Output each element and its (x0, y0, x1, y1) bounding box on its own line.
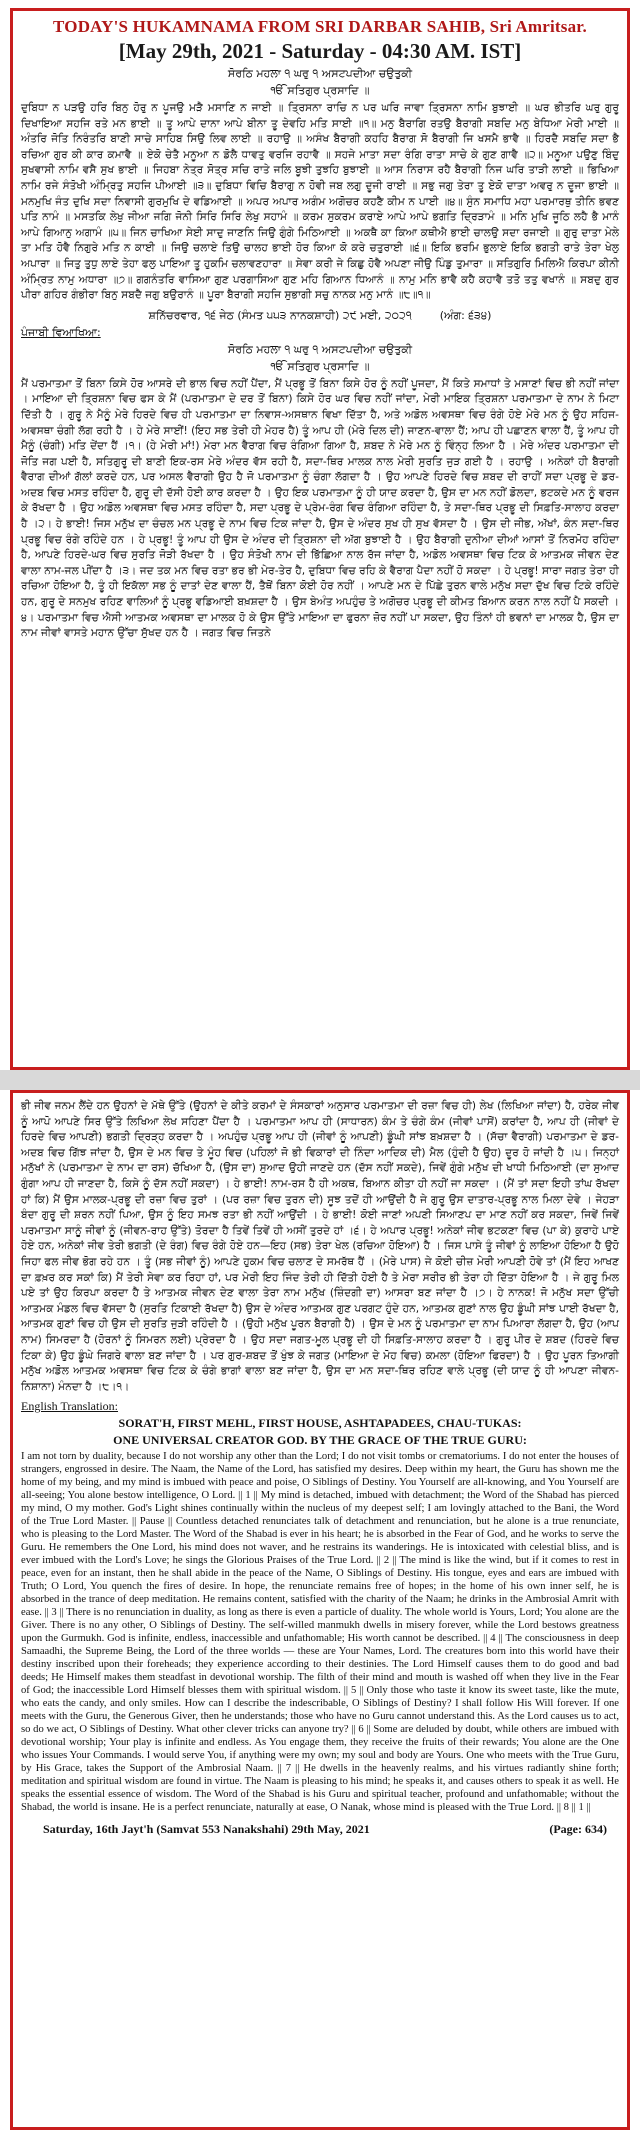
punjabi-vyakhya-label: ਪੰਜਾਬੀ ਵਿਆਖਿਆ: (21, 325, 101, 339)
english-translation-label: English Translation: (21, 1399, 119, 1414)
dateline-date: ਸ਼ਨਿੱਚਰਵਾਰ, ੧੬ ਜੇਠ (ਸੰਮਤ ੫੫੩ ਨਾਨਕਸ਼ਾਹੀ) ੨੯ ਮਈ, ੨੦੨੧ (148, 308, 412, 322)
footer-date: Saturday, 16th Jayt'h (Samvat 553 Nanakshahi) 29th May, 2021 (43, 1822, 370, 1837)
vyakhya-mool-mantar: ੴ ਸਤਿਗੁਰ ਪ੍ਰਸਾਦਿ ॥ (270, 359, 370, 373)
title-line-1: TODAY'S HUKAMNAMA FROM SRI DARBAR SAHIB, Sri Amritsar. (53, 17, 587, 36)
hukamnama-page-1 (10, 8, 630, 1070)
shabad-heading: ਸੋਰਠਿ ਮਹਲਾ ੧ ਘਰੁ ੧ ਅਸਟਪਦੀਆ ਚਉਤੁਕੀ (227, 67, 413, 80)
dateline-ang: (ਅੰਗ: ੬੩੪) (439, 308, 492, 322)
mool-mantar: ੴ ਸਤਿਗੁਰ ਪ੍ਰਸਾਦਿ ॥ (270, 84, 370, 97)
footer-page: (Page: 634) (549, 1822, 607, 1837)
english-dateline (13, 1822, 627, 1837)
punjabi-vyakhya-text-2: ਭੀ ਜੀਵ ਜਨਮ ਲੈਂਦੇ ਹਨ ਉਹਨਾਂ ਦੇ ਮੱਥੇ ਉੱਤੇ (ਉਹਨਾਂ ਦੇ ਕੀਤੇ ਕਰਮਾਂ ਦੇ ਸੰਸਕਾਰਾਂ ਅਨੁਸਾਰ ਪਰਮਾਤਮਾ ਦੀ ਰਜ਼ਾ ਵਿਚ ਹੀ) ਲੇਖ (ਲਿਖਿਆ ਜਾਂਦਾ) ਹੈ, ਹਰੇਕ ਜੀਵ ਨੂੰ ਆਪੋ ਆਪਣੇ ਸਿਰ ਉੱਤੇ ਲਿਖਿਆ ਲੇਖ ਸਹਿਣਾ ਪੈਂਦਾ ਹੈ । ਪਰਮਾਤਮਾ ਆਪ ਹੀ (ਸਾਧਾਰਨ) ਕੰਮ ਤੇ ਚੰਗੇ ਕੰਮ (ਜੀਵਾਂ ਪਾਸੋਂ) ਕਰਾਂਦਾ ਹੈ, ਆਪ ਹੀ (ਜੀਵਾਂ ਦੇ ਹਿਰਦੇ ਵਿਚ ਆਪਣੀ) ਭਗਤੀ ਦ੍ਰਿੜ੍ਹ ਕਰਦਾ ਹੈ । ਅਪਹੁੰਚ ਪ੍ਰਭੂ ਆਪ ਹੀ (ਜੀਵਾਂ ਨੂੰ ਆਪਣੀ) ਡੂੰਘੀ ਸਾਂਝ ਬਖ਼ਸ਼ਦਾ ਹੈ । (ਸੱਚਾ ਵੈਰਾਗੀ) ਪਰਮਾਤਮਾ ਦੇ ਡਰ-ਅਦਬ ਵਿਚ ਗਿੱਝ ਜਾਂਦਾ ਹੈ, ਉਸ ਦੇ ਮਨ ਵਿਚ ਤੇ ਮੂੰਹ ਵਿਚ (ਪਹਿਲਾਂ ਜੋ ਭੀ ਵਿਕਾਰਾਂ ਦੀ ਨਿੰਦਾ ਆਦਿਕ ਦੀ) ਮੈਲ (ਹੁੰਦੀ ਹੈ ਉਹ) ਦੂਰ ਹੋ ਜਾਂਦੀ ਹੈ ।੫। ਜਿਨ੍ਹਾਂ ਮਨੁੱਖਾਂ ਨੇ (ਪਰਮਾਤਮਾ ਦੇ ਨਾਮ ਦਾ ਰਸ) ਚੱਖਿਆ ਹੈ, (ਉਸ ਦਾ) ਸੁਆਦ ਉਹੀ ਜਾਣਦੇ ਹਨ (ਦੱਸ ਨਹੀਂ ਸਕਦੇ), ਜਿਵੇਂ ਗੁੰਗੇ ਮਨੁੱਖ ਦੀ ਖਾਧੀ ਮਿਠਿਆਈ (ਦਾ ਸੁਆਦ ਗੁੰਗਾ ਆਪ ਹੀ ਜਾਣਦਾ ਹੈ, ਕਿਸੇ ਨੂੰ ਦੱਸ ਨਹੀਂ ਸਕਦਾ) । ਹੇ ਭਾਈ! ਨਾਮ-ਰਸ ਹੈ ਹੀ ਅਕਥ, ਬਿਆਨ ਕੀਤਾ ਹੀ ਨਹੀਂ ਜਾ ਸਕਦਾ । (ਮੈਂ ਤਾਂ ਸਦਾ ਇਹੀ ਤਾਂਘ ਰੱਖਦਾ ਹਾਂ ਕਿ) ਮੈਂ ਉਸ ਮਾਲਕ-ਪ੍ਰਭੂ ਦੀ ਰਜ਼ਾ ਵਿਚ ਤੁਰਾਂ । (ਪਰ ਰਜ਼ਾ ਵਿਚ ਤੁਰਨ ਦੀ) ਸੂਝ ਤਦੋਂ ਹੀ ਆਉਂਦੀ ਹੈ ਜੇ ਗੁਰੂ ਉਸ ਦਾਤਾਰ-ਪ੍ਰਭੂ ਨਾਲ ਮਿਲਾ ਦੇਵੇ । ਜੇਹੜਾ ਬੰਦਾ ਗੁਰੂ ਦੀ ਸ਼ਰਨ ਨਹੀਂ ਪਿਆ, ਉਸ ਨੂੰ ਇਹ ਸਮਝ ਰਤਾ ਭੀ ਨਹੀਂ ਆਉਂਦੀ । ਹੇ ਭਾਈ! ਕੋਈ ਜਾਣਾਂ ਅਪਣੀ ਸਿਆਣਪ ਦਾ ਮਾਣ ਨਹੀਂ ਕਰ ਸਕਦਾ, ਜਿਵੇਂ ਜਿਵੇਂ ਪਰਮਾਤਮਾ ਸਾਨੂੰ ਜੀਵਾਂ ਨੂੰ (ਜੀਵਨ-ਰਾਹ ਉੱਤੇ) ਤੋਰਦਾ ਹੈ ਤਿਵੇਂ ਤਿਵੇਂ ਹੀ ਅਸੀਂ ਤੁਰਦੇ ਹਾਂ ।੬। ਹੇ ਅਪਾਰ ਪ੍ਰਭੂ! ਅਨੇਕਾਂ ਜੀਵ ਭਟਕਣਾ ਵਿਚ (ਪਾ ਕੇ) ਕੁਰਾਹੇ ਪਾਏ ਹੋਏ ਹਨ, ਅਨੇਕਾਂ ਜੀਵ ਤੇਰੀ ਭਗਤੀ (ਦੇ ਰੰਗ) ਵਿਚ ਰੰਗੇ ਹੋਏ ਹਨ—ਇਹ (ਸਭ) ਤੇਰਾ ਖੇਲ (ਰਚਿਆ ਹੋਇਆ) ਹੈ । ਜਿਸ ਪਾਸੇ ਤੂੰ ਜੀਵਾਂ ਨੂੰ ਲਾਇਆ ਹੋਇਆ ਹੈ ਉਹੋ ਜਿਹਾ ਫਲ ਜੀਵ ਭੋਗ ਰਹੇ ਹਨ । ਤੂੰ (ਸਭ ਜੀਵਾਂ ਨੂੰ) ਆਪਣੇ ਹੁਕਮ ਵਿਚ ਚਲਾਣ ਦੇ ਸਮਰੱਥ ਹੈਂ । (ਮੇਰੇ ਪਾਸ) ਜੇ ਕੋਈ ਚੀਜ਼ ਮੇਰੀ ਆਪਣੀ ਹੋਵੇ ਤਾਂ (ਮੈਂ ਇਹ ਆਖਣ ਦਾ ਫ਼ਖ਼ਰ ਕਰ ਸਕਾਂ ਕਿ) ਮੈਂ ਤੇਰੀ ਸੇਵਾ ਕਰ ਰਿਹਾ ਹਾਂ, ਪਰ ਮੇਰੀ ਇਹ ਜਿੰਦ ਤੇਰੀ ਹੀ ਦਿੱਤੀ ਹੋਈ ਹੈ ਤੇ ਮੇਰਾ ਸਰੀਰ ਭੀ ਤੇਰਾ ਹੀ ਦਿੱਤਾ ਹੋਇਆ ਹੈ । ਜੇ ਗੁਰੂ ਮਿਲ ਪਏ ਤਾਂ ਉਹ ਕਿਰਪਾ ਕਰਦਾ ਹੈ ਤੇ ਆਤਮਕ ਜੀਵਨ ਦੇਣ ਵਾਲਾ ਤੇਰਾ ਨਾਮ ਮਨੁੱਖ (ਜ਼ਿੰਦਗੀ ਦਾ) ਆਸਰਾ ਬਣ ਜਾਂਦਾ ਹੈ ।੭। ਹੇ ਨਾਨਕ! ਜੋ ਮਨੁੱਖ ਸਦਾ ਉੱਚੀ ਆਤਮਕ ਮੰਡਲ ਵਿਚ ਵੱਸਦਾ ਹੈ (ਸੁਰਤਿ ਟਿਕਾਈ ਰੱਖਦਾ ਹੈ) ਉਸ ਦੇ ਅੰਦਰ ਆਤਮਕ ਗੁਣ ਪਰਗਟ ਹੁੰਦੇ ਹਨ, ਆਤਮਕ ਗੁਣਾਂ ਨਾਲ ਉਹ ਡੂੰਘੀ ਸਾਂਝ ਪਾਈ ਰੱਖਦਾ ਹੈ, ਆਤਮਕ ਗੁਣਾਂ ਵਿਚ ਹੀ ਉਸ ਦੀ ਸੁਰਤਿ ਜੁੜੀ ਰਹਿੰਦੀ ਹੈ । (ਉਹੀ ਮਨੁੱਖ ਪੂਰਨ ਬੈਰਾਗੀ ਹੈ) । ਉਸ ਦੇ ਮਨ ਨੂੰ ਪਰਮਾਤਮਾ ਦਾ ਨਾਮ ਪਿਆਰਾ ਲੱਗਦਾ ਹੈ, ਉਹ (ਆਪ ਨਾਮ) ਸਿਮਰਦਾ ਹੈ (ਹੋਰਨਾਂ ਨੂੰ ਸਿਮਰਨ ਲਈ) ਪ੍ਰੇਰਦਾ ਹੈ । ਉਹ ਸਦਾ ਜਗਤ-ਮੂਲ ਪ੍ਰਭੂ ਦੀ ਹੀ ਸਿਫ਼ਤਿ-ਸਾਲਾਹ ਕਰਦਾ ਹੈ । ਗੁਰੂ ਪੀਰ ਦੇ ਸ਼ਬਦ (ਹਿਰਦੇ ਵਿਚ ਟਿਕਾ ਕੇ) ਉਹ ਡੂੰਘੇ ਜਿਗਰੇ ਵਾਲਾ ਬਣ ਜਾਂਦਾ ਹੈ । ਪਰ ਗੁਰ-ਸ਼ਬਦ ਤੋਂ ਖੁੰਝ ਕੇ ਜਗਤ (ਮਾਇਆ ਦੇ ਮੋਹ ਵਿਚ) ਕਮਲਾ (ਹੋਇਆ ਫਿਰਦਾ) ਹੈ । ਉਹ ਪੂਰਨ ਤਿਆਗੀ ਮਨੁੱਖ ਅਡੋਲ ਆਤਮਕ ਅਵਸਥਾ ਵਿਚ ਟਿਕ ਕੇ ਚੰਗੇ ਭਾਗਾਂ ਵਾਲਾ ਬਣ ਜਾਂਦਾ ਹੈ, ਉਸ ਦਾ ਮਨ ਸਦਾ-ਥਿਰ ਰਹਿਣ ਵਾਲੇ ਪ੍ਰਭੂ (ਦੀ ਯਾਦ ਨੂੰ ਹੀ ਆਪਣਾ ਜੀਵਨ-ਨਿਸ਼ਾਨਾ) ਮੰਨਦਾ ਹੈ ।੮।੧। (21, 1100, 619, 1393)
vyakhya-heading: ਸੋਰਠਿ ਮਹਲਾ ੧ ਘਰੁ ੧ ਅਸਟਪਦੀਆ ਚਉਤੁਕੀ (227, 342, 413, 356)
title-line-2: [May 29th, 2021 - Saturday - 04:30 AM. IST] (118, 39, 522, 63)
english-heading-1: SORAT'H, FIRST MEHL, FIRST HOUSE, ASHTAPADEES, CHAU-TUKAS: (118, 1416, 522, 1431)
english-heading-2: ONE UNIVERSAL CREATOR GOD. BY THE GRACE OF THE TRUE GURU: (113, 1433, 527, 1448)
punjabi-vyakhya-text-1: ਮੈਂ ਪਰਮਾਤਮਾ ਤੋਂ ਬਿਨਾ ਕਿਸੇ ਹੋਰ ਆਸਰੇ ਦੀ ਭਾਲ ਵਿਚ ਨਹੀਂ ਪੈਂਦਾ, ਮੈਂ ਪ੍ਰਭੂ ਤੋਂ ਬਿਨਾ ਕਿਸੇ ਹੋਰ ਨੂੰ ਨਹੀਂ ਪੂਜਦਾ, ਮੈਂ ਕਿਤੇ ਸਮਾਧਾਂ ਤੇ ਮਸਾਣਾਂ ਵਿਚ ਭੀ ਨਹੀਂ ਜਾਂਦਾ । ਮਾਇਆ ਦੀ ਤ੍ਰਿਸ਼ਨਾ ਵਿਚ ਫਸ ਕੇ ਮੈਂ (ਪਰਮਾਤਮਾ ਦੇ ਦਰ ਤੋਂ ਬਿਨਾ) ਕਿਸੇ ਹੋਰ ਘਰ ਵਿਚ ਨਹੀਂ ਜਾਂਦਾ, ਮੇਰੀ ਮਾਇਕ ਤ੍ਰਿਸ਼ਨਾ ਪਰਮਾਤਮਾ ਦੇ ਨਾਮ ਨੇ ਮਿਟਾ ਦਿੱਤੀ ਹੈ । ਗੁਰੂ ਨੇ ਮੈਨੂੰ ਮੇਰੇ ਹਿਰਦੇ ਵਿਚ ਹੀ ਪਰਮਾਤਮਾ ਦਾ ਨਿਵਾਸ-ਅਸਥਾਨ ਵਿਖਾ ਦਿੱਤਾ ਹੈ, ਅਤੇ ਅਡੋਲ ਅਵਸਥਾ ਵਿਚ ਰੰਗੇ ਹੋਏ ਮੇਰੇ ਮਨ ਨੂੰ ਉਹ ਸਹਿਜ-ਅਵਸਥਾ ਚੰਗੀ ਲੱਗ ਰਹੀ ਹੈ । ਹੇ ਮੇਰੇ ਸਾਈਂ! (ਇਹ ਸਭ ਤੇਰੀ ਹੀ ਮੇਹਰ ਹੈ) ਤੂੰ ਆਪ ਹੀ (ਮੇਰੇ ਦਿਲ ਦੀ) ਜਾਣਨ-ਵਾਲਾ ਹੈਂ; ਆਪ ਹੀ ਪਛਾਣਨ ਵਾਲਾ ਹੈਂ, ਤੂੰ ਆਪ ਹੀ ਮੈਨੂੰ (ਚੰਗੀ) ਮਤਿ ਦੇਂਦਾ ਹੈਂ ।੧। (ਹੇ ਮੇਰੀ ਮਾਂ!) ਮੇਰਾ ਮਨ ਵੈਰਾਗ ਵਿਚ ਰੰਗਿਆ ਗਿਆ ਹੈ, ਸ਼ਬਦ ਨੇ ਮੇਰੇ ਮਨ ਨੂੰ ਵਿੰਨ੍ਹ ਲਿਆ ਹੈ । ਮੇਰੇ ਅੰਦਰ ਪਰਮਾਤਮਾ ਦੀ ਜੋਤਿ ਜਗ ਪਈ ਹੈ, ਸਤਿਗੁਰੂ ਦੀ ਬਾਣੀ ਇਕ-ਰਸ ਮੇਰੇ ਅੰਦਰ ਵੱਸ ਰਹੀ ਹੈ, ਸਦਾ-ਥਿਰ ਮਾਲਕ ਨਾਲ ਮੇਰੀ ਸੁਰਤਿ ਜੁੜ ਗਈ ਹੈ । ਰਹਾਉ । ਅਨੇਕਾਂ ਹੀ ਬੈਰਾਗੀ ਵੈਰਾਗ ਦੀਆਂ ਗੱਲਾਂ ਕਰਦੇ ਹਨ, ਪਰ ਅਸਲ ਵੈਰਾਗੀ ਉਹ ਹੈ ਜੋ ਪਰਮਾਤਮਾ ਨੂੰ ਚੰਗਾ ਲੱਗਦਾ ਹੈ । ਉਹ ਆਪਣੇ ਹਿਰਦੇ ਵਿਚ ਸ਼ਬਦ ਦੀ ਰਾਹੀਂ ਸਦਾ ਪ੍ਰਭੂ ਦੇ ਡਰ-ਅਦਬ ਵਿਚ ਮਸਤ ਰਹਿੰਦਾ ਹੈ, ਗੁਰੂ ਦੀ ਦੱਸੀ ਹੋਈ ਕਾਰ ਕਰਦਾ ਹੈ । ਉਹ ਇਕ ਪਰਮਾਤਮਾ ਨੂੰ ਹੀ ਯਾਦ ਕਰਦਾ ਹੈ, ਉਸ ਦਾ ਮਨ ਨਹੀਂ ਡੋਲਦਾ, ਭਟਕਦੇ ਮਨ ਨੂੰ ਵਰਜ ਕੇ ਰੱਖਦਾ ਹੈ । ਉਹ ਅਡੋਲ ਅਵਸਥਾ ਵਿਚ ਮਸਤ ਰਹਿੰਦਾ ਹੈ, ਸਦਾ ਪ੍ਰਭੂ ਦੇ ਪ੍ਰੇਮ-ਰੰਗ ਵਿਚ ਰੰਗਿਆ ਰਹਿੰਦਾ ਹੈ, ਤੇ ਸਦਾ-ਥਿਰ ਪ੍ਰਭੂ ਦੀ ਸਿਫ਼ਤਿ-ਸਾਲਾਹ ਕਰਦਾ ਹੈ ।੨। ਹੇ ਭਾਈ! ਜਿਸ ਮਨੁੱਖ ਦਾ ਚੰਚਲ ਮਨ ਪ੍ਰਭੂ ਦੇ ਨਾਮ ਵਿਚ ਟਿਕ ਜਾਂਦਾ ਹੈ, ਉਸ ਦੇ ਅੰਦਰ ਸੁਖ ਹੀ ਸੁਖ ਵੱਸਦਾ ਹੈ । ਉਸ ਦੀ ਜੀਭ, ਅੱਖਾਂ, ਕੰਨ ਸਦਾ-ਥਿਰ ਪ੍ਰਭੂ ਵਿਚ ਰੰਗੇ ਰਹਿੰਦੇ ਹਨ । ਹੇ ਪ੍ਰਭੂ! ਤੂੰ ਆਪ ਹੀ ਉਸ ਦੇ ਅੰਦਰ ਦੀ ਤ੍ਰਿਸ਼ਨਾ ਦੀ ਅੱਗ ਬੁਝਾਈ ਹੈ । ਉਹ ਬੈਰਾਗੀ ਦੁਨੀਆ ਦੀਆਂ ਆਸਾਂ ਤੋਂ ਨਿਰਮੋਹ ਰਹਿੰਦਾ ਹੈ, ਆਪਣੇ ਹਿਰਦੇ-ਘਰ ਵਿਚ ਸੁਰਤਿ ਜੋੜੀ ਰੱਖਦਾ ਹੈ । ਉਹ ਸੰਤੋਖੀ ਨਾਮ ਦੀ ਭਿੱਛਿਆ ਨਾਲ ਰੱਜ ਜਾਂਦਾ ਹੈ, ਅਡੋਲ ਅਵਸਥਾ ਵਿਚ ਟਿਕ ਕੇ ਆਤਮਕ ਜੀਵਨ ਦੇਣ ਵਾਲਾ ਨਾਮ-ਜਲ ਪੀਂਦਾ ਹੈ ।੩। ਜਦ ਤਕ ਮਨ ਵਿਚ ਰਤਾ ਭਰ ਭੀ ਮੇਰ-ਤੇਰ ਹੈ, ਦੁਬਿਧਾ ਵਿਚ ਰਹਿ ਕੇ ਵੈਰਾਗ ਪੈਦਾ ਨਹੀਂ ਹੋ ਸਕਦਾ । ਹੇ ਪ੍ਰਭੂ! ਸਾਰਾ ਜਗਤ ਤੇਰਾ ਹੀ ਰਚਿਆ ਹੋਇਆ ਹੈ, ਤੂੰ ਹੀ ਇਕੱਲਾ ਸਭ ਨੂੰ ਦਾਤਾਂ ਦੇਣ ਵਾਲਾ ਹੈਂ, ਤੈਥੋਂ ਬਿਨਾ ਕੋਈ ਹੋਰ ਨਹੀਂ । ਆਪਣੇ ਮਨ ਦੇ ਪਿੱਛੇ ਤੁਰਨ ਵਾਲੇ ਮਨੁੱਖ ਸਦਾ ਦੁੱਖ ਵਿਚ ਟਿਕੇ ਰਹਿੰਦੇ ਹਨ, ਗੁਰੂ ਦੇ ਸਨਮੁਖ ਰਹਿਣ ਵਾਲਿਆਂ ਨੂੰ ਪ੍ਰਭੂ ਵਡਿਆਈ ਬਖ਼ਸ਼ਦਾ ਹੈ । ਉਸ ਬੇਅੰਤ ਅਪਹੁੰਚ ਤੇ ਅਗੋਚਰ ਪ੍ਰਭੂ ਦੀ ਕੀਮਤ ਬਿਆਨ ਕਰਨ ਨਾਲ ਨਹੀਂ ਪੈ ਸਕਦੀ ।੪। ਪਰਮਾਤਮਾ ਵਿਚ ਐਸੀ ਆਤਮਕ ਅਵਸਥਾ ਦਾ ਮਾਲਕ ਹੋ ਕੇ ਉਸ ਉੱਤੇ ਮਾਇਆ ਦਾ ਫੁਰਨਾ ਜ਼ੋਰ ਨਹੀਂ ਪਾ ਸਕਦਾ, ਉਹ ਤਿੰਨਾਂ ਹੀ ਭਵਨਾਂ ਦਾ ਮਾਲਕ ਹੈ, ਉਸ ਦਾ ਨਾਮ ਜੀਵਾਂ ਵਾਸਤੇ ਮਹਾਨ ਉੱਚਾ ਸੁੱਖਦ ਹਨ ਹੈ । ਜਗਤ ਵਿਚ ਜਿਤਨੇ (21, 377, 619, 640)
page-gap (0, 1070, 640, 1090)
english-translation-text: I am not torn by duality, because I do not worship any other than the Lord; I do not visit tombs or crematoriums. I do not enter the houses of strangers, engrossed in desire. The Naam, the Name of the Lord, has satisfied my desires. Deep within my heart, the Guru has shown me the home of my being, and my mind is imbued with peace and poise, O Siblings of Destiny. You Yourself are all-knowing, and You Yourself are all-seeing; You alone bestow intelligence, O Lord. || 1 || My mind is detached, imbued with detachment; the Word of the Shabad has pierced my mind, O my mother. God's Light shines continually within the nucleus of my deepest self; I am lovingly attached to the Bani, the Word of the True Lord Master. || Pause || Countless detached renunciates talk of detachment and renunciation, but he alone is a true renunciate, who is pleasing to the Lord Master. The Word of the Shabad is ever in his heart; he is absorbed in the Fear of God, and he works to serve the Guru. He remembers the One Lord, his mind does not waver, and he restrains its wanderings. He is intoxicated with celestial bliss, and is ever imbued with the Lord's Love; he sings the Glorious Praises of the True Lord. || 2 || The mind is like the wind, but if it comes to rest in peace, even for an instant, then he shall abide in the peace of the Name, O Siblings of Destiny. His tongue, eyes and ears are imbued with Truth; O Lord, You quench the fires of desire. In hope, the renunciate remains free of hopes; in the home of his own inner self, he is absorbed in the trance of deep meditation. He remains content, satisfied with the charity of the Naam; he drinks in the Ambrosial Amrit with ease. || 3 || There is no renunciation in duality, as long as there is even a particle of duality. The whole world is Yours, Lord; You alone are the Giver. There is no any other, O Siblings of Destiny. The self-willed manmukh dwells in misery forever, while the Lord bestows greatness upon the Gurmukh. God is infinite, endless, inaccessible and unfathomable; His worth cannot be described. || 4 || The consciousness in deep Samaadhi, the Supreme Being, the Lord of the three worlds — these are Your Names, Lord. The creatures born into this world have their destiny inscribed upon their foreheads; they experience according to their destinies. The Lord Himself causes them to do good and bad deeds; He Himself makes them steadfast in devotional worship. The filth of their mind and mouth is washed off when they live in the Fear of God; the inaccessible Lord Himself blesses them with spiritual wisdom. || 5 || Only those who taste it know its sweet taste, like the mute, who eats the candy, and only smiles. How can I describe the indescribable, O Siblings of Destiny? I shall follow His Will forever. If one meets with the Guru, the Generous Giver, then he understands; those who have no Guru cannot understand this. As the Lord causes us to act, so do we act, O Siblings of Destiny. What other clever tricks can anyone try? || 6 || Some are deluded by doubt, while others are imbued with devotional worship; Your play is infinite and endless. As You engage them, they receive the fruits of their rewards; You alone are the One who issues Your Commands. I would serve You, if anything were my own; my soul and body are Yours. One who meets with the True Guru, by His Grace, takes the Support of the Ambrosial Naam. || 7 || He dwells in the heavenly realms, and his virtues radiantly shine forth; meditation and spiritual wisdom are found in virtue. The Naam is pleasing to his mind; he speaks it, and causes others to speak it as well. He speaks the essential essence of wisdom. The Word of the Shabad is his Guru and spiritual teacher, profound and unfathomable; without the Shabad, the world is insane. He is a perfect renunciate, naturally at ease, O Nanak, whose mind is pleased with the True Lord. || 8 || 1 || (21, 1451, 619, 1814)
gurbani-text: ਦੁਬਿਧਾ ਨ ਪੜਉ ਹਰਿ ਬਿਨੁ ਹੋਰੁ ਨ ਪੂਜਉ ਮੜੈ ਮਸਾਣਿ ਨ ਜਾਈ ॥ ਤ੍ਰਿਸਨਾ ਰਾਚਿ ਨ ਪਰ ਘਰਿ ਜਾਵਾ ਤ੍ਰਿਸਨਾ ਨਾਮਿ ਬੁਝਾਈ ॥ ਘਰ ਭੀਤਰਿ ਘਰੁ ਗੁਰੂ ਦਿਖਾਇਆ ਸਹਜਿ ਰਤੇ ਮਨ ਭਾਈ ॥ ਤੂ ਆਪੇ ਦਾਨਾ ਆਪੇ ਬੀਨਾ ਤੂ ਦੇਵਹਿ ਮਤਿ ਸਾਈ ॥੧॥ ਮਨੁ ਬੈਰਾਗਿ ਰਤਉ ਬੈਰਾਗੀ ਸਬਦਿ ਮਨੁ ਬੇਧਿਆ ਮੇਰੀ ਮਾਈ ॥ ਅੰਤਰਿ ਜੋਤਿ ਨਿਰੰਤਰਿ ਬਾਣੀ ਸਾਚੇ ਸਾਹਿਬ ਸਿਉ ਲਿਵ ਲਾਈ ॥ ਰਹਾਉ ॥ ਅਸੰਖ ਬੈਰਾਗੀ ਕਹਹਿ ਬੈਰਾਗ ਸੋ ਬੈਰਾਗੀ ਜਿ ਖਸਮੈ ਭਾਵੈ ॥ ਹਿਰਦੈ ਸਬਦਿ ਸਦਾ ਭੈ ਰਚਿਆ ਗੁਰ ਕੀ ਕਾਰ ਕਮਾਵੈ ॥ ਏਕੋ ਚੇਤੈ ਮਨੂਆ ਨ ਡੋਲੈ ਧਾਵਤੁ ਵਰਜਿ ਰਹਾਵੈ ॥ ਸਹਜੇ ਮਾਤਾ ਸਦਾ ਰੰਗਿ ਰਾਤਾ ਸਾਚੇ ਕੇ ਗੁਣ ਗਾਵੈ ॥੨॥ ਮਨੂਆ ਪਉਣੁ ਬਿੰਦੁ ਸੁਖਵਾਸੀ ਨਾਮਿ ਵਸੈ ਸੁਖ ਭਾਈ ॥ ਜਿਹਬਾ ਨੇਤ੍ਰ ਸੋਤ੍ਰ ਸਚਿ ਰਾਤੇ ਜਲਿ ਬੂਝੀ ਤੁਝਹਿ ਬੁਝਾਈ ॥ ਆਸ ਨਿਰਾਸ ਰਹੈ ਬੈਰਾਗੀ ਨਿਜ ਘਰਿ ਤਾੜੀ ਲਾਈ ॥ ਭਿਖਿਆ ਨਾਮਿ ਰਜੇ ਸੰਤੋਖੀ ਅੰਮ੍ਰਿਤੁ ਸਹਜਿ ਪੀਆਈ ॥੩॥ ਦੁਬਿਧਾ ਵਿਚਿ ਬੈਰਾਗੁ ਨ ਹੋਵੀ ਜਬ ਲਗੁ ਦੂਜੀ ਰਾਈ ॥ ਸਭੁ ਜਗੁ ਤੇਰਾ ਤੂ ਏਕੋ ਦਾਤਾ ਅਵਰੁ ਨ ਦੂਜਾ ਭਾਈ ॥ ਮਨਮੁਖਿ ਜੰਤ ਦੁਖਿ ਸਦਾ ਨਿਵਾਸੀ ਗੁਰਮੁਖਿ ਦੇ ਵਡਿਆਈ ॥ ਅਪਰ ਅਪਾਰ ਅਗੰਮ ਅਗੋਚਰ ਕਹਣੈ ਕੀਮ ਨ ਪਾਈ ॥੪॥ ਸੁੰਨ ਸਮਾਧਿ ਮਹਾ ਪਰਮਾਰਥੁ ਤੀਨਿ ਭਵਣ ਪਤਿ ਨਾਮੰ ॥ ਮਸਤਕਿ ਲੇਖੁ ਜੀਆ ਜਗਿ ਜੋਨੀ ਸਿਰਿ ਸਿਰਿ ਲੇਖੁ ਸਹਾਮੰ ॥ ਕਰਮ ਸੁਕਰਮ ਕਰਾਏ ਆਪੇ ਆਪੇ ਭਗਤਿ ਦ੍ਰਿੜਾਮੰ ॥ ਮਨਿ ਮੁਖਿ ਜੂਠਿ ਲਹੈ ਭੈ ਮਾਨੰ ਆਪੇ ਗਿਆਨੁ ਅਗਾਮੰ ॥੫॥ ਜਿਨ ਚਾਖਿਆ ਸੇਈ ਸਾਦੁ ਜਾਣਨਿ ਜਿਉ ਗੁੰਗੇ ਮਿਠਿਆਈ ॥ ਅਕਥੈ ਕਾ ਕਿਆ ਕਥੀਐ ਭਾਈ ਚਾਲਉ ਸਦਾ ਰਜਾਈ ॥ ਗੁਰੁ ਦਾਤਾ ਮੇਲੇ ਤਾ ਮਤਿ ਹੋਵੈ ਨਿਗੁਰੇ ਮਤਿ ਨ ਕਾਈ ॥ ਜਿਉ ਚਲਾਏ ਤਿਉ ਚਾਲਹ ਭਾਈ ਹੋਰ ਕਿਆ ਕੋ ਕਰੇ ਚਤੁਰਾਈ ॥੬॥ ਇਕਿ ਭਰਮਿ ਭੁਲਾਏ ਇਕਿ ਭਗਤੀ ਰਾਤੇ ਤੇਰਾ ਖੇਲੁ ਅਪਾਰਾ ॥ ਜਿਤੁ ਤੁਧੁ ਲਾਏ ਤੇਹਾ ਫਲੁ ਪਾਇਆ ਤੂ ਹੁਕਮਿ ਚਲਾਵਣਹਾਰਾ ॥ ਸੇਵਾ ਕਰੀ ਜੇ ਕਿਛੁ ਹੋਵੈ ਅਪਣਾ ਜੀਉ ਪਿੰਡੁ ਤੁਮਾਰਾ ॥ ਸਤਿਗੁਰਿ ਮਿਲਿਐ ਕਿਰਪਾ ਕੀਨੀ ਅੰਮ੍ਰਿਤ ਨਾਮੁ ਅਧਾਰਾ ॥੭॥ ਗਗਨੰਤਰਿ ਵਾਸਿਆ ਗੁਣ ਪਰਗਾਸਿਆ ਗੁਣ ਮਹਿ ਗਿਆਨ ਧਿਆਨੰ ॥ ਨਾਮੁ ਮਨਿ ਭਾਵੈ ਕਹੈ ਕਹਾਵੈ ਤਤੋ ਤਤੁ ਵਖਾਨੰ ॥ ਸਬਦੁ ਗੁਰ ਪੀਰਾ ਗਹਿਰ ਗੰਭੀਰਾ ਬਿਨੁ ਸਬਦੈ ਜਗੁ ਬਉਰਾਨੰ ॥ ਪੂਰਾ ਬੈਰਾਗੀ ਸਹਜਿ ਸੁਭਾਗੀ ਸਚੁ ਨਾਨਕ ਮਨੁ ਮਾਨੰ ॥੮॥੧॥ (21, 102, 619, 302)
hukamnama-page-2 (10, 1090, 630, 2130)
gurmukhi-dateline (13, 309, 627, 323)
